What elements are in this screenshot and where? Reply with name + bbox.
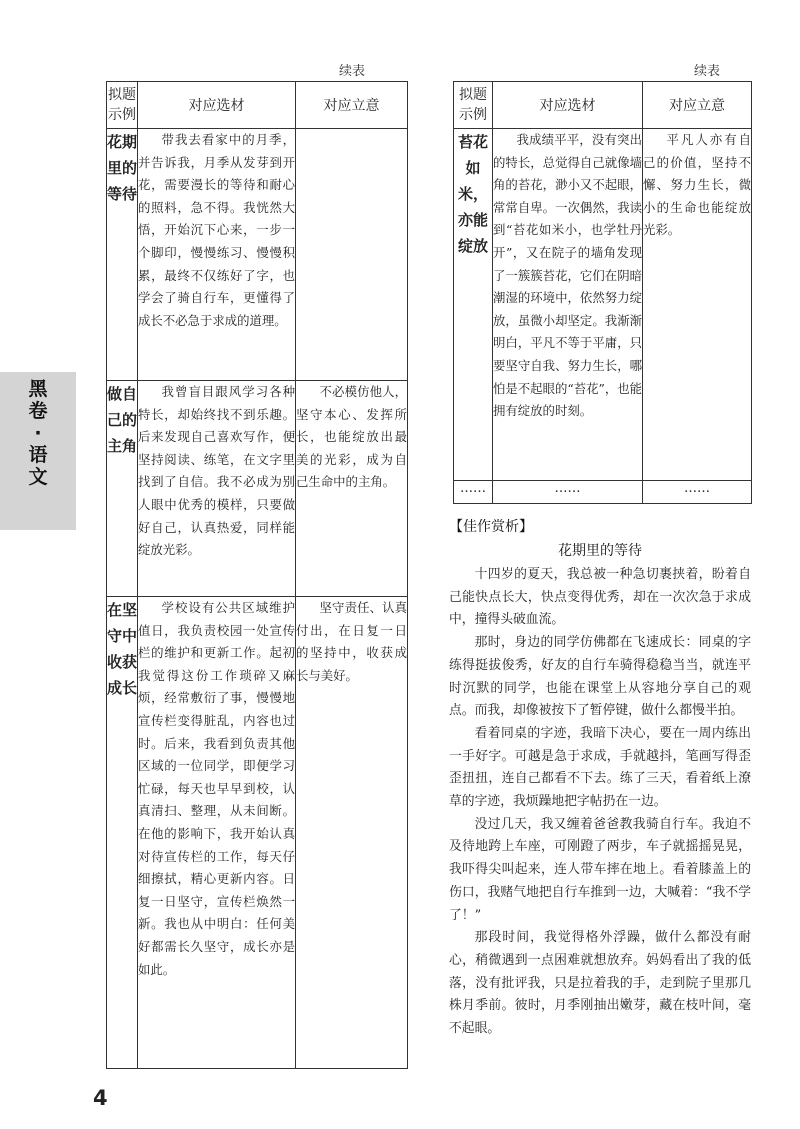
row-intent (296, 129, 408, 381)
table-row (107, 597, 408, 1069)
table-row (454, 129, 752, 481)
row-intent: 坚守责任、认真付出，在日复一日的坚持中，收获成长与美好。 (296, 597, 408, 1069)
header-intent: 对应立意 (643, 82, 752, 129)
row-intent: 不必模仿他人，坚守本心、发挥所长，也能绽放出最美的光彩，成为自己生命中的主角。 (296, 381, 408, 597)
row-label: 苔花如米，亦能绽放 (454, 129, 493, 481)
section-label: 【佳作赏析】 (449, 519, 533, 535)
table-header-row (107, 82, 408, 129)
table-row-ellipsis (454, 481, 752, 504)
sidebar-dot: · (34, 422, 42, 444)
sidebar-text (26, 378, 50, 488)
row-material: 学校设有公共区域维护值日，我负责校园一处宣传栏的维护和更新工作。起初我觉得这份工作琐碎又麻烦，经常敷衍了事，慢慢地宣传栏变得脏乱，内容也过时。后来，我看到负责其他区域的一位同学，即便学习忙碌，每天也早早到校，认真清扫、整理，从未间断。在他的影响下，我开始认真对待宣传栏的工作，每天仔细擦拭，精心更新内容。日复一日坚守，宣传栏焕然一新。我也从中明白：任何美好都需长久坚守，成长亦是如此。 (138, 597, 296, 1069)
article-paragraph: 十四岁的夏天，我总被一种急切裹挟着，盼着自己能快点长大，快点变得优秀，却在一次次急于求成中，撞得头破血流。 (449, 567, 751, 628)
row-label: 花期里的等待 (107, 129, 138, 381)
table-row (107, 381, 408, 597)
subject-sidebar-tab (0, 372, 76, 530)
page-number: 4 (93, 1086, 108, 1110)
header-material: 对应选材 (493, 82, 643, 129)
continued-label-right: 续表 (694, 64, 721, 79)
article-paragraph: 看着同桌的字迹，我暗下决心，要在一周内练出一手好字。可越是急于求成，手就越抖，笔画写得歪歪扭扭，连自己都看不下去。练了三天，看着纸上潦草的字迹，我烦躁地把字帖扔在一边。 (449, 725, 751, 810)
sidebar-line1: 黑卷 (28, 378, 48, 422)
row-label: 在坚守中收获成长 (107, 597, 138, 1069)
table-row (107, 129, 408, 381)
article-body (449, 564, 751, 1041)
row-label: 做自己的主角 (107, 381, 138, 597)
row-material: 我曾盲目跟风学习各种特长，却始终找不到乐趣。后来发现自己喜欢写作，便坚持阅读、练笔，在文字里找到了自信。我不必成为别人眼中优秀的模样，只要做好自己，认真热爱，同样能绽放光彩。 (138, 381, 296, 597)
row-material: 我成绩平平，没有突出的特长，总觉得自己就像墙角的苔花，渺小又不起眼，常常自卑。一次偶然，我读到“苔花如米小，也学牡丹开”，又在院子的墙角发现了一簇簇苔花，它们在阴暗潮湿的环境中，依然努力绽放，虽微小却坚定。我渐渐明白，平凡不等于平庸，只要坚守自我、努力生长，哪怕是不起眼的“苔花”，也能拥有绽放的时刻。 (493, 129, 643, 481)
ellipsis-cell: …… (454, 481, 493, 504)
article-paragraph: 没过几天，我又缠着爸爸教我骑自行车。我迫不及待地跨上车座，可刚蹬了两步，车子就摇摇晃晃，我吓得尖叫起来，连人带车摔在地上。看着膝盖上的伤口，我赌气地把自行车推到一边，大喊着：“我不学了！” (449, 816, 751, 923)
continued-label-left: 续表 (339, 64, 366, 79)
ellipsis-cell: …… (643, 481, 752, 504)
header-example: 拟题示例 (107, 82, 138, 129)
header-example: 拟题示例 (454, 82, 493, 129)
header-intent: 对应立意 (296, 82, 408, 129)
article-paragraph: 那时，身边的同学仿佛都在飞速成长：同桌的字练得挺拔俊秀，好友的自行车骑得稳稳当当，就连平时沉默的同学，也能在课堂上从容地分享自己的观点。而我，却像被按下了暂停键，做什么都慢半拍。 (449, 635, 751, 719)
ellipsis-cell: …… (493, 481, 643, 504)
header-material: 对应选材 (138, 82, 296, 129)
topic-table-right (453, 81, 752, 504)
article-paragraph: 那段时间，我觉得格外浮躁，做什么都没有耐心，稍微遇到一点困难就想放弃。妈妈看出了我的低落，没有批评我，只是拉着我的手，走到院子里那几株月季前。彼时，月季刚抽出嫩芽，藏在枝叶间，毫不起眼。 (449, 930, 751, 1037)
row-intent: 平凡人亦有自己的价值，坚持不懈、努力生长，微小的生命也能绽放光彩。 (643, 129, 752, 481)
topic-table-left (106, 81, 408, 1069)
article-title: 花期里的等待 (558, 543, 642, 559)
row-material: 带我去看家中的月季，并告诉我，月季从发芽到开花，需要漫长的等待和耐心的照料，急不得。我恍然大悟，开始沉下心来，一步一个脚印，慢慢练习、慢慢积累，最终不仅练好了字，也学会了骑自行车，更懂得了成长不必急于求成的道理。 (138, 129, 296, 381)
sidebar-line2: 语文 (28, 444, 48, 488)
table-header-row (454, 82, 752, 129)
